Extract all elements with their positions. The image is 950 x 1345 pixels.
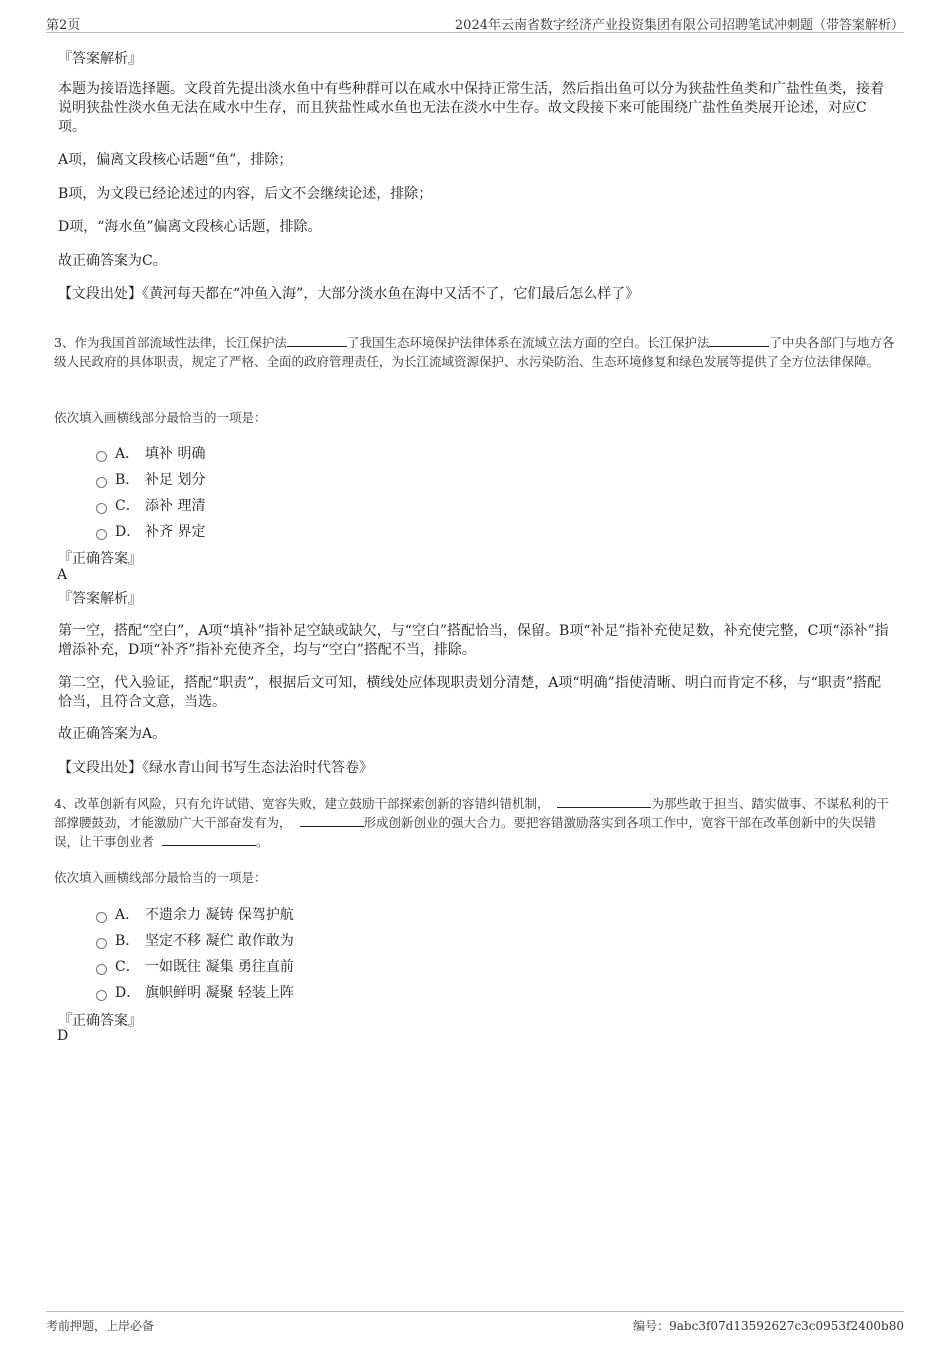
option-c[interactable]: C． 一如既往 凝集 勇往直前 [96, 956, 294, 976]
correct-answer: D [57, 1028, 69, 1044]
analysis-paragraph: 第二空，代入验证，搭配“职责”，根据后文可知，横线处应体现职责划分清楚，A项“明确”指使清晰、明白而肯定不移，与“职责”搭配恰当，且符合文意，当选。 [58, 675, 882, 710]
radio-icon[interactable] [96, 529, 107, 540]
radio-icon[interactable] [96, 964, 107, 975]
document-id: 编号：9abc3f07d13592627c3c0953f2400b80 [633, 1319, 904, 1333]
page-footer [46, 1311, 904, 1336]
radio-icon[interactable] [96, 477, 107, 488]
question-3-stem: 3、作为我国首部流域性法律，长江保护法 了我国生态环境保护法律体系在流域立法方面的空白。长江保护法 了中央各部门与地方各级人民政府的具体职责，规定了严格、全面的政府管理责任，为长江流域资源保护、水污染防治、生态环境修复和绿色发展等提供了全方位法律保障。 [54, 335, 895, 369]
radio-icon[interactable] [96, 451, 107, 462]
passage-source: 【文段出处】《绿水青山间书写生态法治时代答卷》 [58, 760, 373, 776]
correct-answer-label: 『正确答案』 [58, 551, 142, 567]
radio-icon[interactable] [96, 912, 107, 923]
blank-line [557, 795, 651, 808]
question-4-stem: 4、改革创新有风险，只有允许试错、宽容失败，建立鼓励干部探索创新的容错纠错机制， 为那些敢于担当、踏实做事、不谋私利的干部撑腰鼓劲，才能激励广大干部奋发有为， 形成创新创业的强大合力。要把容错激励落实到各项工作中，宽容干部在改革创新中的失误错误，让干事创业者 。 [54, 796, 889, 849]
blank-line [709, 334, 769, 347]
correct-answer-label: 『正确答案』 [58, 1013, 142, 1029]
analysis-paragraph: B项，为文段已经论述过的内容，后文不会继续论述，排除； [58, 186, 433, 202]
analysis-conclusion: 故正确答案为A。 [58, 726, 167, 742]
passage-source: 【文段出处】《黄河每天都在“冲鱼入海”，大部分淡水鱼在海中又活不了，它们最后怎么样了》 [58, 286, 640, 302]
radio-icon[interactable] [96, 990, 107, 1001]
analysis-conclusion: 故正确答案为C。 [58, 253, 167, 269]
footer-slogan: 考前押题，上岸必备 [46, 1319, 155, 1333]
option-d[interactable]: D． 补齐 界定 [96, 521, 205, 541]
radio-icon[interactable] [96, 503, 107, 514]
option-c[interactable]: C． 添补 理清 [96, 495, 205, 515]
correct-answer: A [57, 567, 68, 583]
analysis-paragraph: D项，“海水鱼”偏离文段核心话题，排除。 [58, 219, 322, 235]
blank-line [162, 833, 256, 846]
option-a[interactable]: A． 填补 明确 [96, 443, 205, 463]
analysis-label: 『答案解析』 [58, 591, 142, 607]
analysis-paragraph: 本题为接语选择题。文段首先提出淡水鱼中有些种群可以在咸水中保持正常生活，然后指出鱼可以分为狭盐性鱼类和广盐性鱼类，接着说明狭盐性淡水鱼无法在咸水中生存，而且狭盐性咸水鱼也无法在淡水中生存。故文段接下来可能围绕广盐性鱼类展开论述，对应C项。 [58, 81, 884, 135]
option-b[interactable]: B． 补足 划分 [96, 469, 205, 489]
question-prompt: 依次填入画横线部分最恰当的一项是： [54, 870, 267, 885]
blank-line [287, 334, 347, 347]
document-title: 2024年云南省数字经济产业投资集团有限公司招聘笔试冲刺题（带答案解析） [454, 18, 904, 33]
question-prompt: 依次填入画横线部分最恰当的一项是： [54, 410, 267, 425]
analysis-label: 『答案解析』 [58, 51, 142, 67]
blank-line [300, 814, 364, 827]
analysis-paragraph: A项，偏离文段核心话题“鱼”，排除； [58, 152, 293, 168]
option-b[interactable]: B． 坚定不移 凝伫 敢作敢为 [96, 930, 294, 950]
analysis-paragraph: 第一空，搭配“空白”，A项“填补”指补足空缺或缺欠，与“空白”搭配恰当，保留。B项“补足”指补充使足数，补充使完整，C项“添补”指增添补充，D项“补齐”指补充使齐全，均与“空白”搭配不当，排除。 [58, 623, 889, 658]
page-header [46, 10, 904, 33]
page-number: 第2页 [46, 18, 81, 33]
option-d[interactable]: D． 旗帜鲜明 凝聚 轻装上阵 [96, 982, 294, 1002]
option-a[interactable]: A． 不遗余力 凝铸 保驾护航 [96, 904, 294, 924]
radio-icon[interactable] [96, 938, 107, 949]
